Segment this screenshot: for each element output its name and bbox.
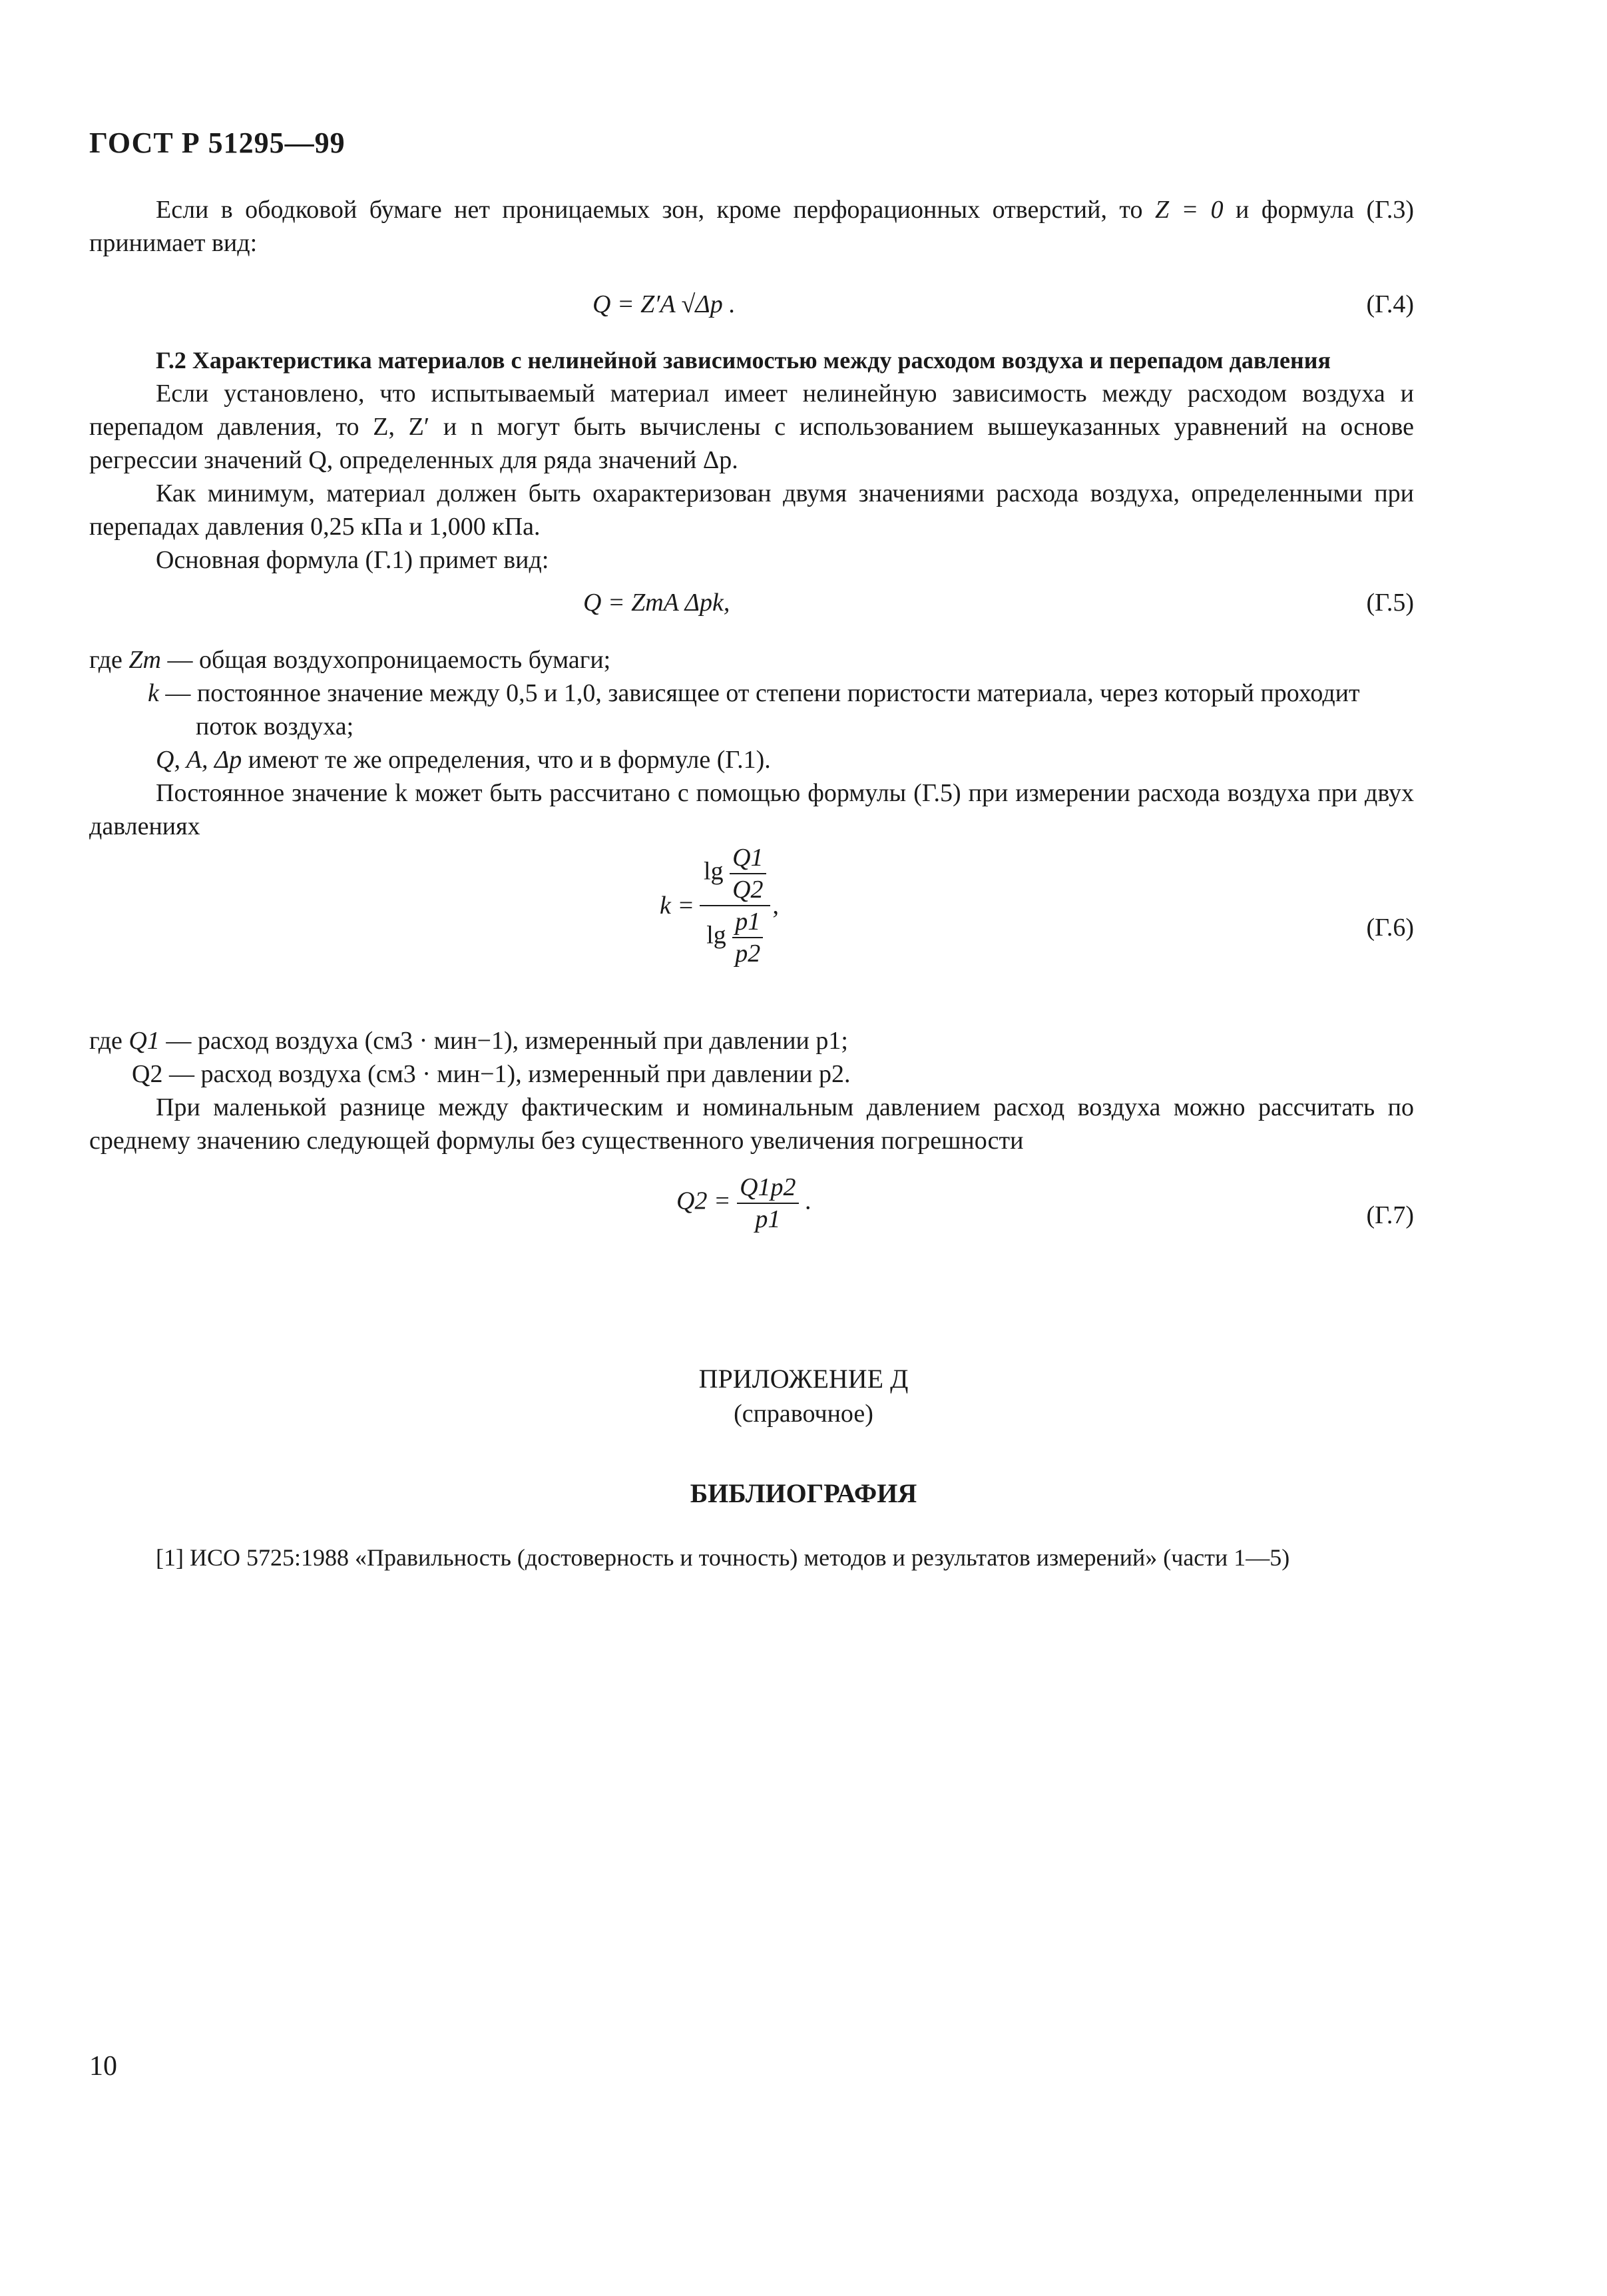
formula-g7-fraction: $\frac{Q1p2}{p1}$ <box>737 1172 798 1235</box>
def-q1-symbol: Q1 <box>128 1027 160 1055</box>
intro-line1b: и формула <box>1236 196 1355 224</box>
section-g2-heading: Г.2 Характеристика материалов с нелинейной зависимостью между расходом воздуха и перепадом давления <box>156 347 1331 374</box>
defs-g6 <box>89 1024 1414 1157</box>
def-q2-text: — расход воздуха (см3 · мин−1), измеренный при давлении p2. <box>168 1060 851 1088</box>
def-q2-symbol: Q2 <box>132 1060 163 1088</box>
formula-g4 <box>592 288 736 321</box>
section-g2-para3: Основная формула (Г.1) примет вид: <box>156 546 549 574</box>
formula-g7-number: (Г.7) <box>1366 1201 1414 1229</box>
formula-g7: Q2 = $\frac{Q1p2}{p1}$ . <box>676 1173 811 1233</box>
bibliography-list <box>89 1541 1414 1574</box>
intro-paragraph <box>89 193 1414 260</box>
intro-line1: Если в ободковой бумаге нет проницаемых зон, кроме перфорационных отверстий, то <box>156 196 1143 224</box>
formula-g6-lhs: k = <box>660 892 695 920</box>
formula-g6-number: (Г.6) <box>1366 914 1414 942</box>
formula-g6-q-fraction: $\frac{Q1}{Q2}$ <box>730 842 766 905</box>
para-k: Постоянное значение k может быть рассчитано с помощью формулы (Г.5) при измерении расхода воздуха при двух давлениях <box>89 779 1414 840</box>
def-k-text: — постоянное значение между 0,5 и 1,0, зависящее от степени пористости материала, через который проходит поток воздуха; <box>165 679 1360 740</box>
def-q1: где Q1 — расход воздуха (см3 · мин−1), измеренный при давлении p1; <box>89 1027 848 1055</box>
appendix-title: ПРИЛОЖЕНИЕ Д <box>698 1364 909 1394</box>
def-zt-text: — общая воздухопроницаемость бумаги; <box>167 646 611 674</box>
def-k-symbol: k <box>148 679 159 707</box>
formula-g7-lhs: Q2 = <box>676 1187 731 1215</box>
intro-condition: Z = 0 <box>1154 196 1224 224</box>
intro-line2: (Г.3) принимает вид: <box>89 196 1415 257</box>
def-zt: где Zт — общая воздухопроницаемость бумаги; <box>89 646 611 674</box>
formula-g5-number: (Г.5) <box>1366 589 1414 617</box>
formula-g5-expression: Q = ZтA Δpk, <box>583 589 730 617</box>
def-zt-symbol: Zт <box>128 646 161 674</box>
para-avg: При маленькой разнице между фактическим и номинальным давлением расход воздуха можно рассчитать по среднему значению следующей формулы без существенного увеличения погрешности <box>89 1093 1414 1155</box>
def-k <box>89 677 1414 743</box>
formula-g4-number: (Г.4) <box>1366 290 1414 318</box>
def-rest <box>89 743 1414 776</box>
bibliography-title: БИБЛИОГРАФИЯ <box>690 1478 917 1508</box>
formula-g6-p-fraction: $\frac{p1}{p2}$ <box>732 906 763 969</box>
def-rest-text: имеют те же определения, что и в формуле (Г.1). <box>248 746 771 774</box>
section-g2 <box>89 344 1414 577</box>
section-g2-para2: Как минимум, материал должен быть охарактеризован двумя значениями расхода воздуха, определенными при перепадах давления 0,25 кПа и 1,000 кПа. <box>89 479 1414 541</box>
page-number: 10 <box>89 2051 117 2082</box>
formula-g5 <box>583 586 730 619</box>
formula-g6: k = lg $\frac{Q1}{Q2}$ , lg $\frac{p1}{p2}$ <box>660 844 780 968</box>
bibliography-item: [1] ИСО 5725:1988 «Правильность (достоверность и точность) методов и результатов измерений» (части 1—5) <box>156 1544 1290 1571</box>
def-q2 <box>89 1057 1414 1091</box>
appendix-subtitle: (справочное) <box>734 1400 873 1428</box>
def-rest-symbol: Q, A, Δp <box>156 746 242 774</box>
standard-header: ГОСТ Р 51295—99 <box>89 127 345 159</box>
section-g2-para1: Если установлено, что испытываемый материал имеет нелинейную зависимость между расходом воздуха и перепадом давления, то Z, Z′ и n могут быть вычислены с использованием вышеуказанных уравнений на основе регрессии значений Q, определенных для ряда значений Δp. <box>89 380 1414 474</box>
def-q1-text: — расход воздуха (см3 · мин−1), измеренный при давлении p1; <box>166 1027 848 1055</box>
defs-g5 <box>89 643 1414 843</box>
formula-g4-expression: Q = Z′A √Δp . <box>592 290 736 318</box>
